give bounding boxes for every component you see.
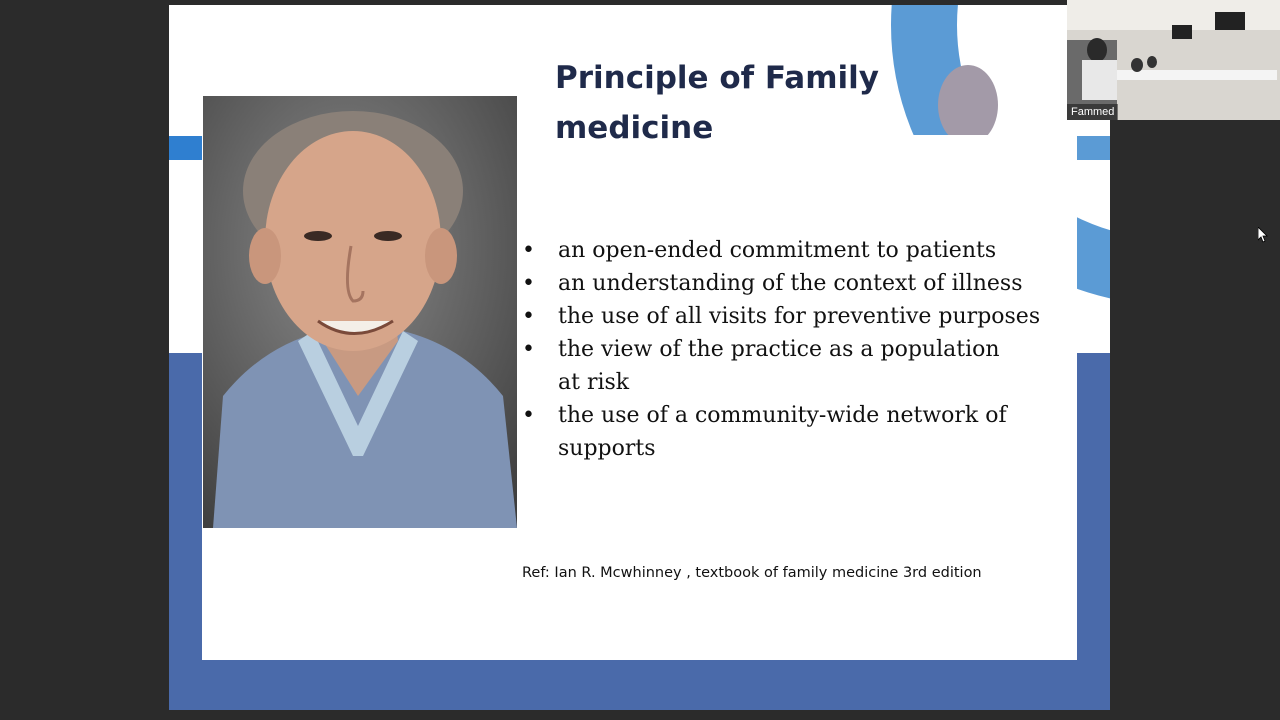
bullet-marker: • (522, 403, 535, 428)
classroom-video-frame (1067, 0, 1280, 120)
bullet-text: an understanding of the context of illness (558, 271, 1023, 296)
portrait-photo (203, 96, 517, 528)
shared-slide (169, 5, 1110, 710)
bullet-text: an open-ended commitment to patients (558, 238, 997, 263)
slide-reference: Ref: Ian R. Mcwhinney , textbook of family medicine 3rd edition (522, 565, 982, 581)
participant-video-tile[interactable] (1067, 0, 1280, 120)
bullet-text: the use of a community-wide network of supports (558, 403, 1007, 461)
participant-name: Fammed (1067, 104, 1118, 120)
mouse-pointer-icon (1258, 227, 1268, 243)
bullet-item (522, 300, 1082, 333)
bullet-text: the use of all visits for preventive purposes (558, 304, 1041, 329)
bullet-list (522, 234, 1082, 465)
slide-title: Principle of Family medicine (555, 60, 879, 146)
bullet-item (522, 399, 1082, 465)
bullet-marker: • (522, 304, 535, 329)
bullet-marker: • (522, 337, 535, 362)
slide-accent-stripe-left (169, 136, 202, 160)
screen-bottom-edge (0, 716, 1280, 720)
slide-decorative-dot (938, 65, 998, 145)
bullet-item (522, 267, 1082, 300)
bullet-text: the view of the practice as a population at risk (558, 337, 1000, 395)
bullet-marker: • (522, 238, 535, 263)
bullet-item (522, 234, 1082, 267)
bullet-item (522, 333, 1082, 399)
bullet-marker: • (522, 271, 535, 296)
portrait-illustration (203, 96, 517, 528)
